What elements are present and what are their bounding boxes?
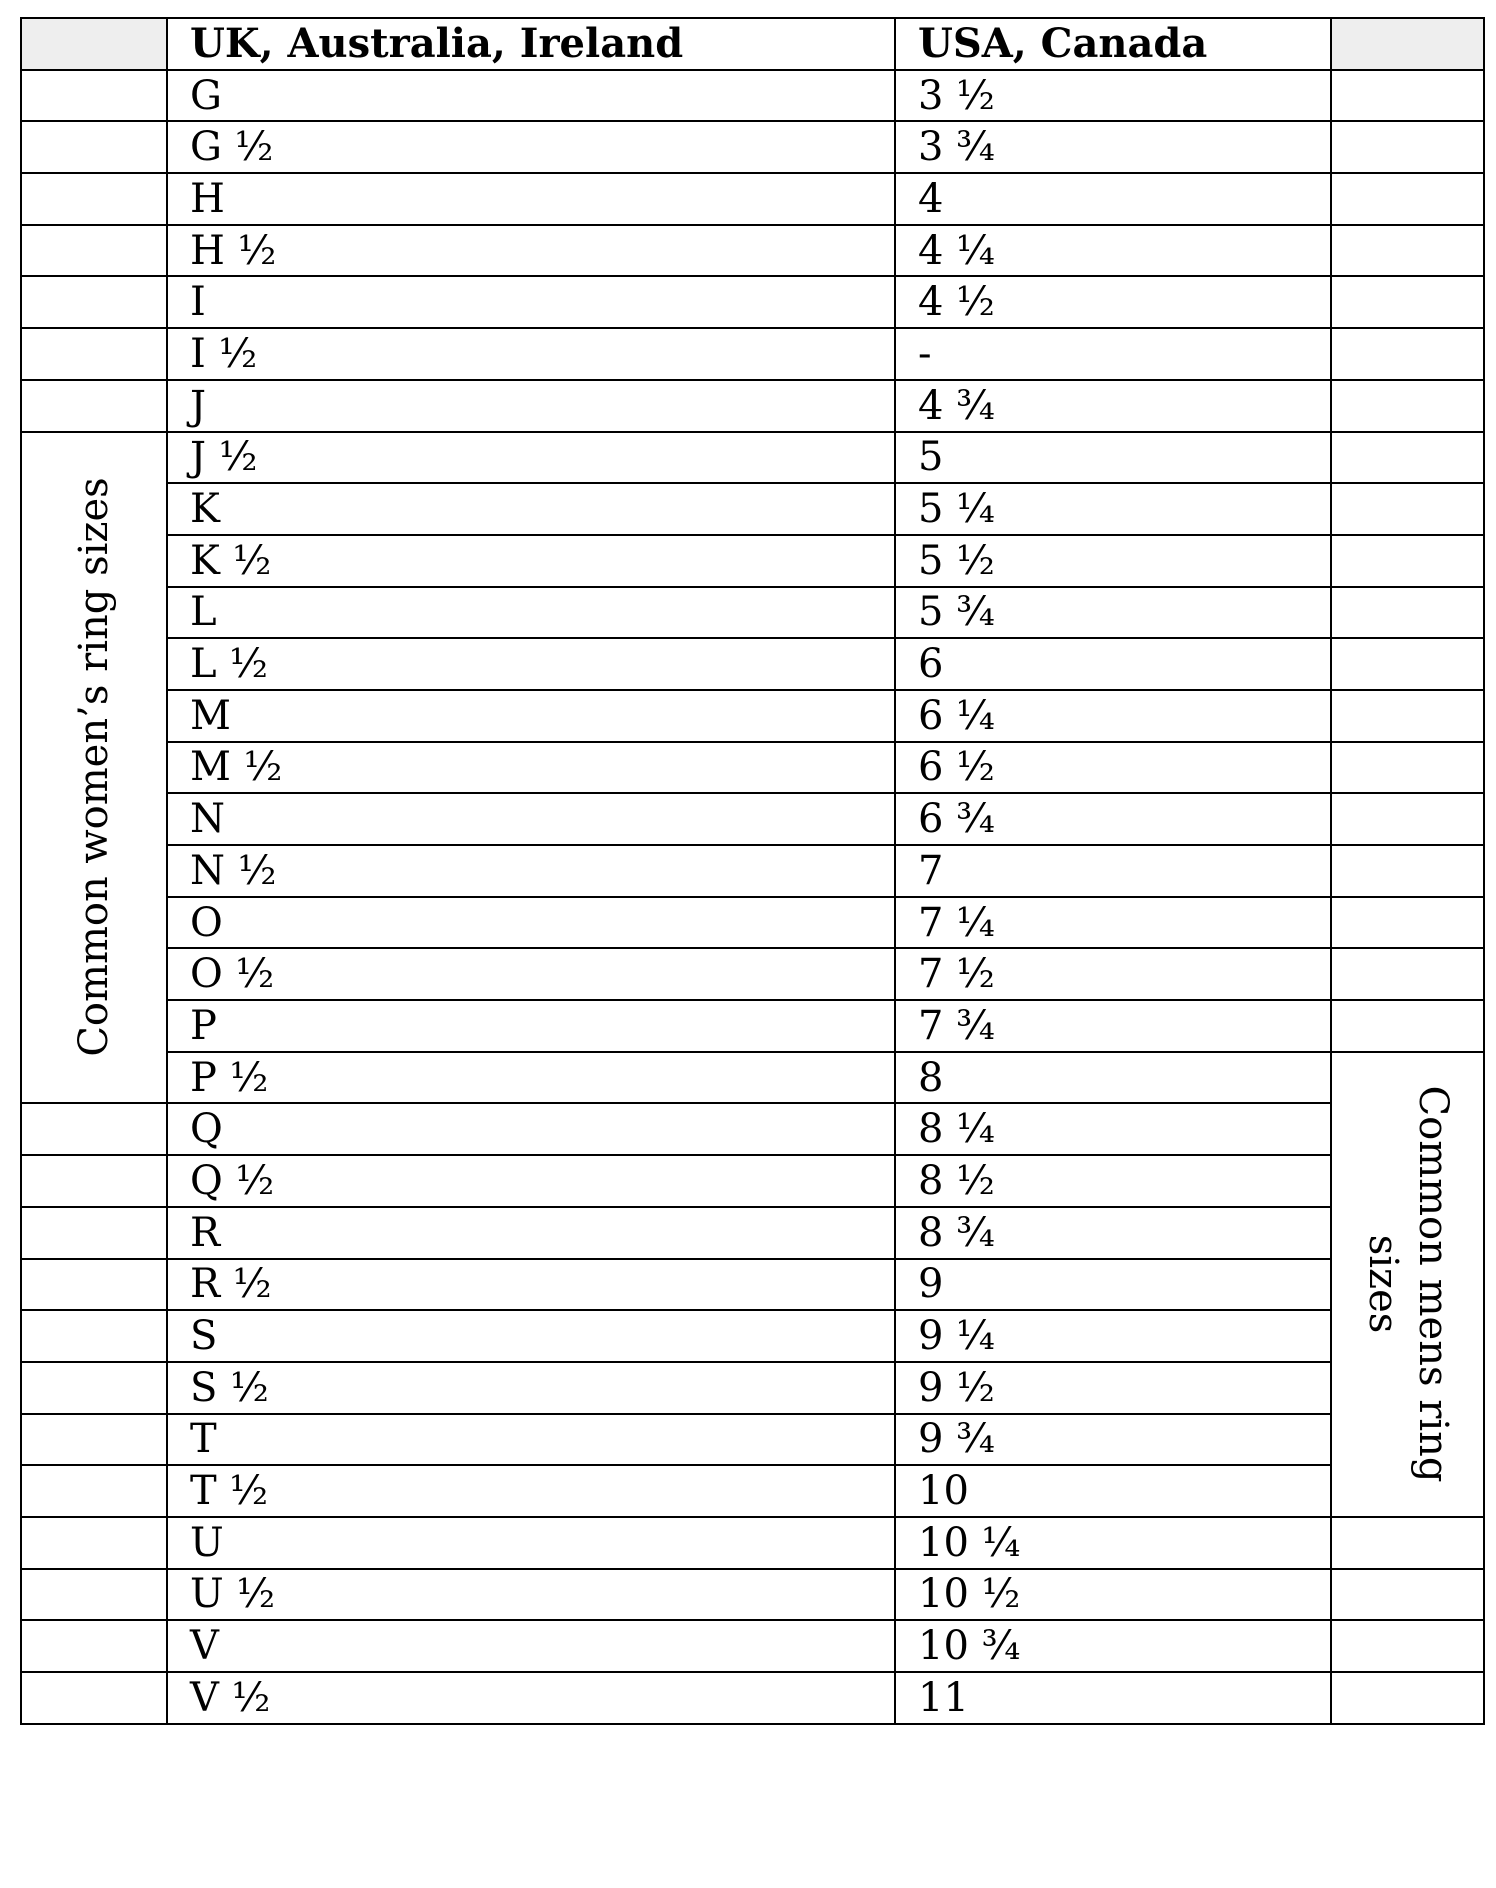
us-size-cell: 10 ¼ — [895, 1517, 1331, 1569]
left-empty-cell — [21, 1465, 167, 1517]
uk-size-cell: Q ½ — [167, 1155, 895, 1207]
us-size-cell: 6 — [895, 638, 1331, 690]
right-empty-cell — [1331, 845, 1484, 897]
uk-size-cell: N ½ — [167, 845, 895, 897]
right-empty-cell — [1331, 1672, 1484, 1724]
table-row — [21, 638, 1484, 690]
header-empty-left — [21, 18, 167, 70]
left-empty-cell — [21, 1517, 167, 1569]
left-empty-cell — [21, 1259, 167, 1311]
womens-sizes-label: Common women’s ring sizes — [71, 477, 117, 1058]
uk-size-cell: S — [167, 1310, 895, 1362]
ring-size-rows — [21, 70, 1484, 1724]
left-empty-cell — [21, 70, 167, 122]
us-size-cell: - — [895, 328, 1331, 380]
table-row — [21, 1569, 1484, 1621]
table-row — [21, 587, 1484, 639]
mens-sizes-label-line2: sizes — [1359, 1235, 1406, 1334]
table-row — [21, 1259, 1484, 1311]
us-size-cell: 10 ¾ — [895, 1620, 1331, 1672]
uk-size-cell: T ½ — [167, 1465, 895, 1517]
us-size-cell: 5 ½ — [895, 535, 1331, 587]
header-row — [21, 18, 1484, 70]
uk-size-cell: M ½ — [167, 742, 895, 794]
us-size-cell: 4 ½ — [895, 276, 1331, 328]
right-empty-cell — [1331, 897, 1484, 949]
uk-size-cell: J ½ — [167, 432, 895, 484]
uk-size-cell: U — [167, 1517, 895, 1569]
table-row — [21, 948, 1484, 1000]
uk-size-cell: N — [167, 793, 895, 845]
right-empty-cell — [1331, 948, 1484, 1000]
right-empty-cell — [1331, 380, 1484, 432]
us-size-cell: 6 ¼ — [895, 690, 1331, 742]
header-usa-canada: USA, Canada — [895, 18, 1331, 70]
table-row — [21, 1052, 1484, 1104]
us-size-cell: 7 ¾ — [895, 1000, 1331, 1052]
uk-size-cell: S ½ — [167, 1362, 895, 1414]
table-row — [21, 1465, 1484, 1517]
right-empty-cell — [1331, 535, 1484, 587]
us-size-cell: 8 ½ — [895, 1155, 1331, 1207]
uk-size-cell: O — [167, 897, 895, 949]
uk-size-cell: Q — [167, 1103, 895, 1155]
right-empty-cell — [1331, 276, 1484, 328]
us-size-cell: 5 — [895, 432, 1331, 484]
uk-size-cell: I ½ — [167, 328, 895, 380]
us-size-cell: 3 ½ — [895, 70, 1331, 122]
us-size-cell: 9 ¾ — [895, 1414, 1331, 1466]
table-row — [21, 1672, 1484, 1724]
right-empty-cell — [1331, 690, 1484, 742]
uk-size-cell: V ½ — [167, 1672, 895, 1724]
uk-size-cell: R — [167, 1207, 895, 1259]
table-row — [21, 897, 1484, 949]
table-row — [21, 1517, 1484, 1569]
left-empty-cell — [21, 173, 167, 225]
header-uk-australia-ireland: UK, Australia, Ireland — [167, 18, 895, 70]
table-row — [21, 1414, 1484, 1466]
left-empty-cell — [21, 1569, 167, 1621]
uk-size-cell: K — [167, 483, 895, 535]
table-row — [21, 1155, 1484, 1207]
right-empty-cell — [1331, 587, 1484, 639]
us-size-cell: 8 ¾ — [895, 1207, 1331, 1259]
left-empty-cell — [21, 1155, 167, 1207]
left-empty-cell — [21, 1414, 167, 1466]
us-size-cell: 6 ¾ — [895, 793, 1331, 845]
ring-size-table — [20, 17, 1485, 1725]
left-empty-cell — [21, 1103, 167, 1155]
uk-size-cell: M — [167, 690, 895, 742]
right-empty-cell — [1331, 432, 1484, 484]
uk-size-cell: G ½ — [167, 121, 895, 173]
table-row — [21, 276, 1484, 328]
table-row — [21, 1362, 1484, 1414]
table-row — [21, 432, 1484, 484]
us-size-cell: 11 — [895, 1672, 1331, 1724]
us-size-cell: 8 ¼ — [895, 1103, 1331, 1155]
uk-size-cell: H ½ — [167, 225, 895, 277]
table-row — [21, 121, 1484, 173]
table-row — [21, 328, 1484, 380]
uk-size-cell: L — [167, 587, 895, 639]
right-empty-cell — [1331, 121, 1484, 173]
left-empty-cell — [21, 1207, 167, 1259]
right-empty-cell — [1331, 1000, 1484, 1052]
left-empty-cell — [21, 380, 167, 432]
uk-size-cell: R ½ — [167, 1259, 895, 1311]
uk-size-cell: P ½ — [167, 1052, 895, 1104]
table-row — [21, 1620, 1484, 1672]
left-empty-cell — [21, 121, 167, 173]
mens-sizes-label-line1: Common mens ring — [1409, 1085, 1456, 1483]
uk-size-cell: U ½ — [167, 1569, 895, 1621]
us-size-cell: 4 — [895, 173, 1331, 225]
left-empty-cell — [21, 225, 167, 277]
us-size-cell: 7 ½ — [895, 948, 1331, 1000]
left-empty-cell — [21, 276, 167, 328]
mens-sizes-label-cell — [1331, 1052, 1484, 1517]
right-empty-cell — [1331, 638, 1484, 690]
right-empty-cell — [1331, 742, 1484, 794]
left-empty-cell — [21, 1672, 167, 1724]
header-empty-right — [1331, 18, 1484, 70]
table-row — [21, 483, 1484, 535]
womens-sizes-label-cell — [21, 432, 167, 1104]
us-size-cell: 9 ½ — [895, 1362, 1331, 1414]
table-row — [21, 70, 1484, 122]
left-empty-cell — [21, 328, 167, 380]
us-size-cell: 5 ¼ — [895, 483, 1331, 535]
us-size-cell: 7 ¼ — [895, 897, 1331, 949]
uk-size-cell: P — [167, 1000, 895, 1052]
mens-sizes-label — [1358, 1086, 1458, 1483]
table-row — [21, 845, 1484, 897]
right-empty-cell — [1331, 1517, 1484, 1569]
right-empty-cell — [1331, 793, 1484, 845]
us-size-cell: 6 ½ — [895, 742, 1331, 794]
us-size-cell: 9 ¼ — [895, 1310, 1331, 1362]
uk-size-cell: J — [167, 380, 895, 432]
uk-size-cell: L ½ — [167, 638, 895, 690]
uk-size-cell: K ½ — [167, 535, 895, 587]
table-row — [21, 1000, 1484, 1052]
left-empty-cell — [21, 1310, 167, 1362]
us-size-cell: 9 — [895, 1259, 1331, 1311]
us-size-cell: 7 — [895, 845, 1331, 897]
us-size-cell: 4 ¼ — [895, 225, 1331, 277]
left-empty-cell — [21, 1620, 167, 1672]
right-empty-cell — [1331, 70, 1484, 122]
table-row — [21, 535, 1484, 587]
table-row — [21, 1103, 1484, 1155]
right-empty-cell — [1331, 1569, 1484, 1621]
table-row — [21, 1310, 1484, 1362]
us-size-cell: 4 ¾ — [895, 380, 1331, 432]
table-row — [21, 793, 1484, 845]
table-row — [21, 380, 1484, 432]
left-empty-cell — [21, 1362, 167, 1414]
right-empty-cell — [1331, 173, 1484, 225]
uk-size-cell: O ½ — [167, 948, 895, 1000]
us-size-cell: 10 ½ — [895, 1569, 1331, 1621]
us-size-cell: 10 — [895, 1465, 1331, 1517]
right-empty-cell — [1331, 328, 1484, 380]
us-size-cell: 5 ¾ — [895, 587, 1331, 639]
uk-size-cell: V — [167, 1620, 895, 1672]
table-row — [21, 742, 1484, 794]
uk-size-cell: G — [167, 70, 895, 122]
table-row — [21, 690, 1484, 742]
uk-size-cell: T — [167, 1414, 895, 1466]
table-row — [21, 225, 1484, 277]
right-empty-cell — [1331, 1620, 1484, 1672]
us-size-cell: 3 ¾ — [895, 121, 1331, 173]
uk-size-cell: I — [167, 276, 895, 328]
table-row — [21, 1207, 1484, 1259]
uk-size-cell: H — [167, 173, 895, 225]
us-size-cell: 8 — [895, 1052, 1331, 1104]
right-empty-cell — [1331, 483, 1484, 535]
right-empty-cell — [1331, 225, 1484, 277]
table-row — [21, 173, 1484, 225]
